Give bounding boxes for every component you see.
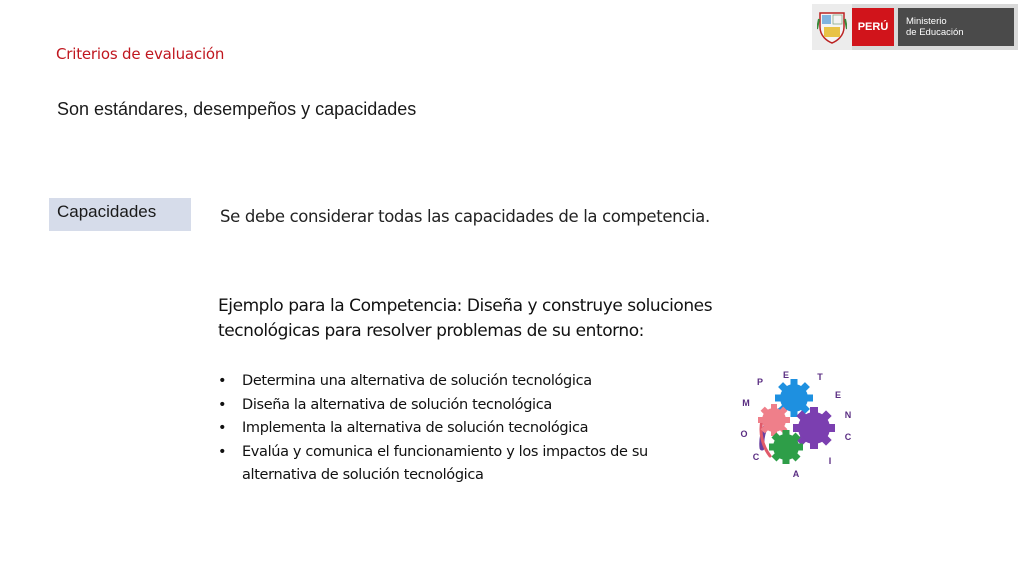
ring-letter: I — [828, 456, 832, 466]
capacidades-label-box — [49, 198, 191, 231]
coat-of-arms-icon — [812, 4, 852, 50]
ring-letter: C — [844, 432, 852, 442]
ring-letter: O — [740, 429, 748, 439]
slide-subtitle: Son estándares, desempeños y capacidades — [57, 99, 417, 119]
peru-label: PERÚ — [852, 8, 894, 46]
list-item: • Implementa la alternativa de solución tecnológica — [218, 417, 718, 441]
list-item: • Evalúa y comunica el funcionamiento y los impactos de su alternativa de solución tecnológica — [218, 441, 718, 488]
ring-letter: N — [844, 410, 852, 420]
list-item: • Diseña la alternativa de solución tecnológica — [218, 394, 718, 418]
competencia-gears-graphic — [722, 360, 872, 485]
list-item: • Determina una alternativa de solución tecnológica — [218, 370, 718, 394]
ring-letter: T — [817, 372, 823, 382]
ring-letter: C — [752, 452, 760, 462]
ministry-logo — [812, 4, 1018, 50]
ring-letter: M — [742, 398, 750, 408]
capabilities-list — [218, 370, 718, 488]
ring-letter: E — [782, 370, 790, 380]
ring-letter: P — [756, 377, 764, 387]
example-heading: Ejemplo para la Competencia: Diseña y construye soluciones tecnológicas para resolver problemas de su entorno: — [218, 296, 713, 341]
gears-icon — [758, 379, 835, 464]
section-title: Criterios de evaluación — [56, 45, 225, 63]
ministry-line-1: Ministerio — [906, 16, 947, 27]
ministry-line-2: de Educación — [906, 27, 964, 38]
capacidades-label: Capacidades — [57, 202, 157, 221]
ministry-name — [898, 8, 1014, 46]
ring-letter: E — [834, 390, 842, 400]
ring-letter: A — [792, 469, 800, 479]
capacidades-description: Se debe considerar todas las capacidades de la competencia. — [220, 207, 710, 226]
